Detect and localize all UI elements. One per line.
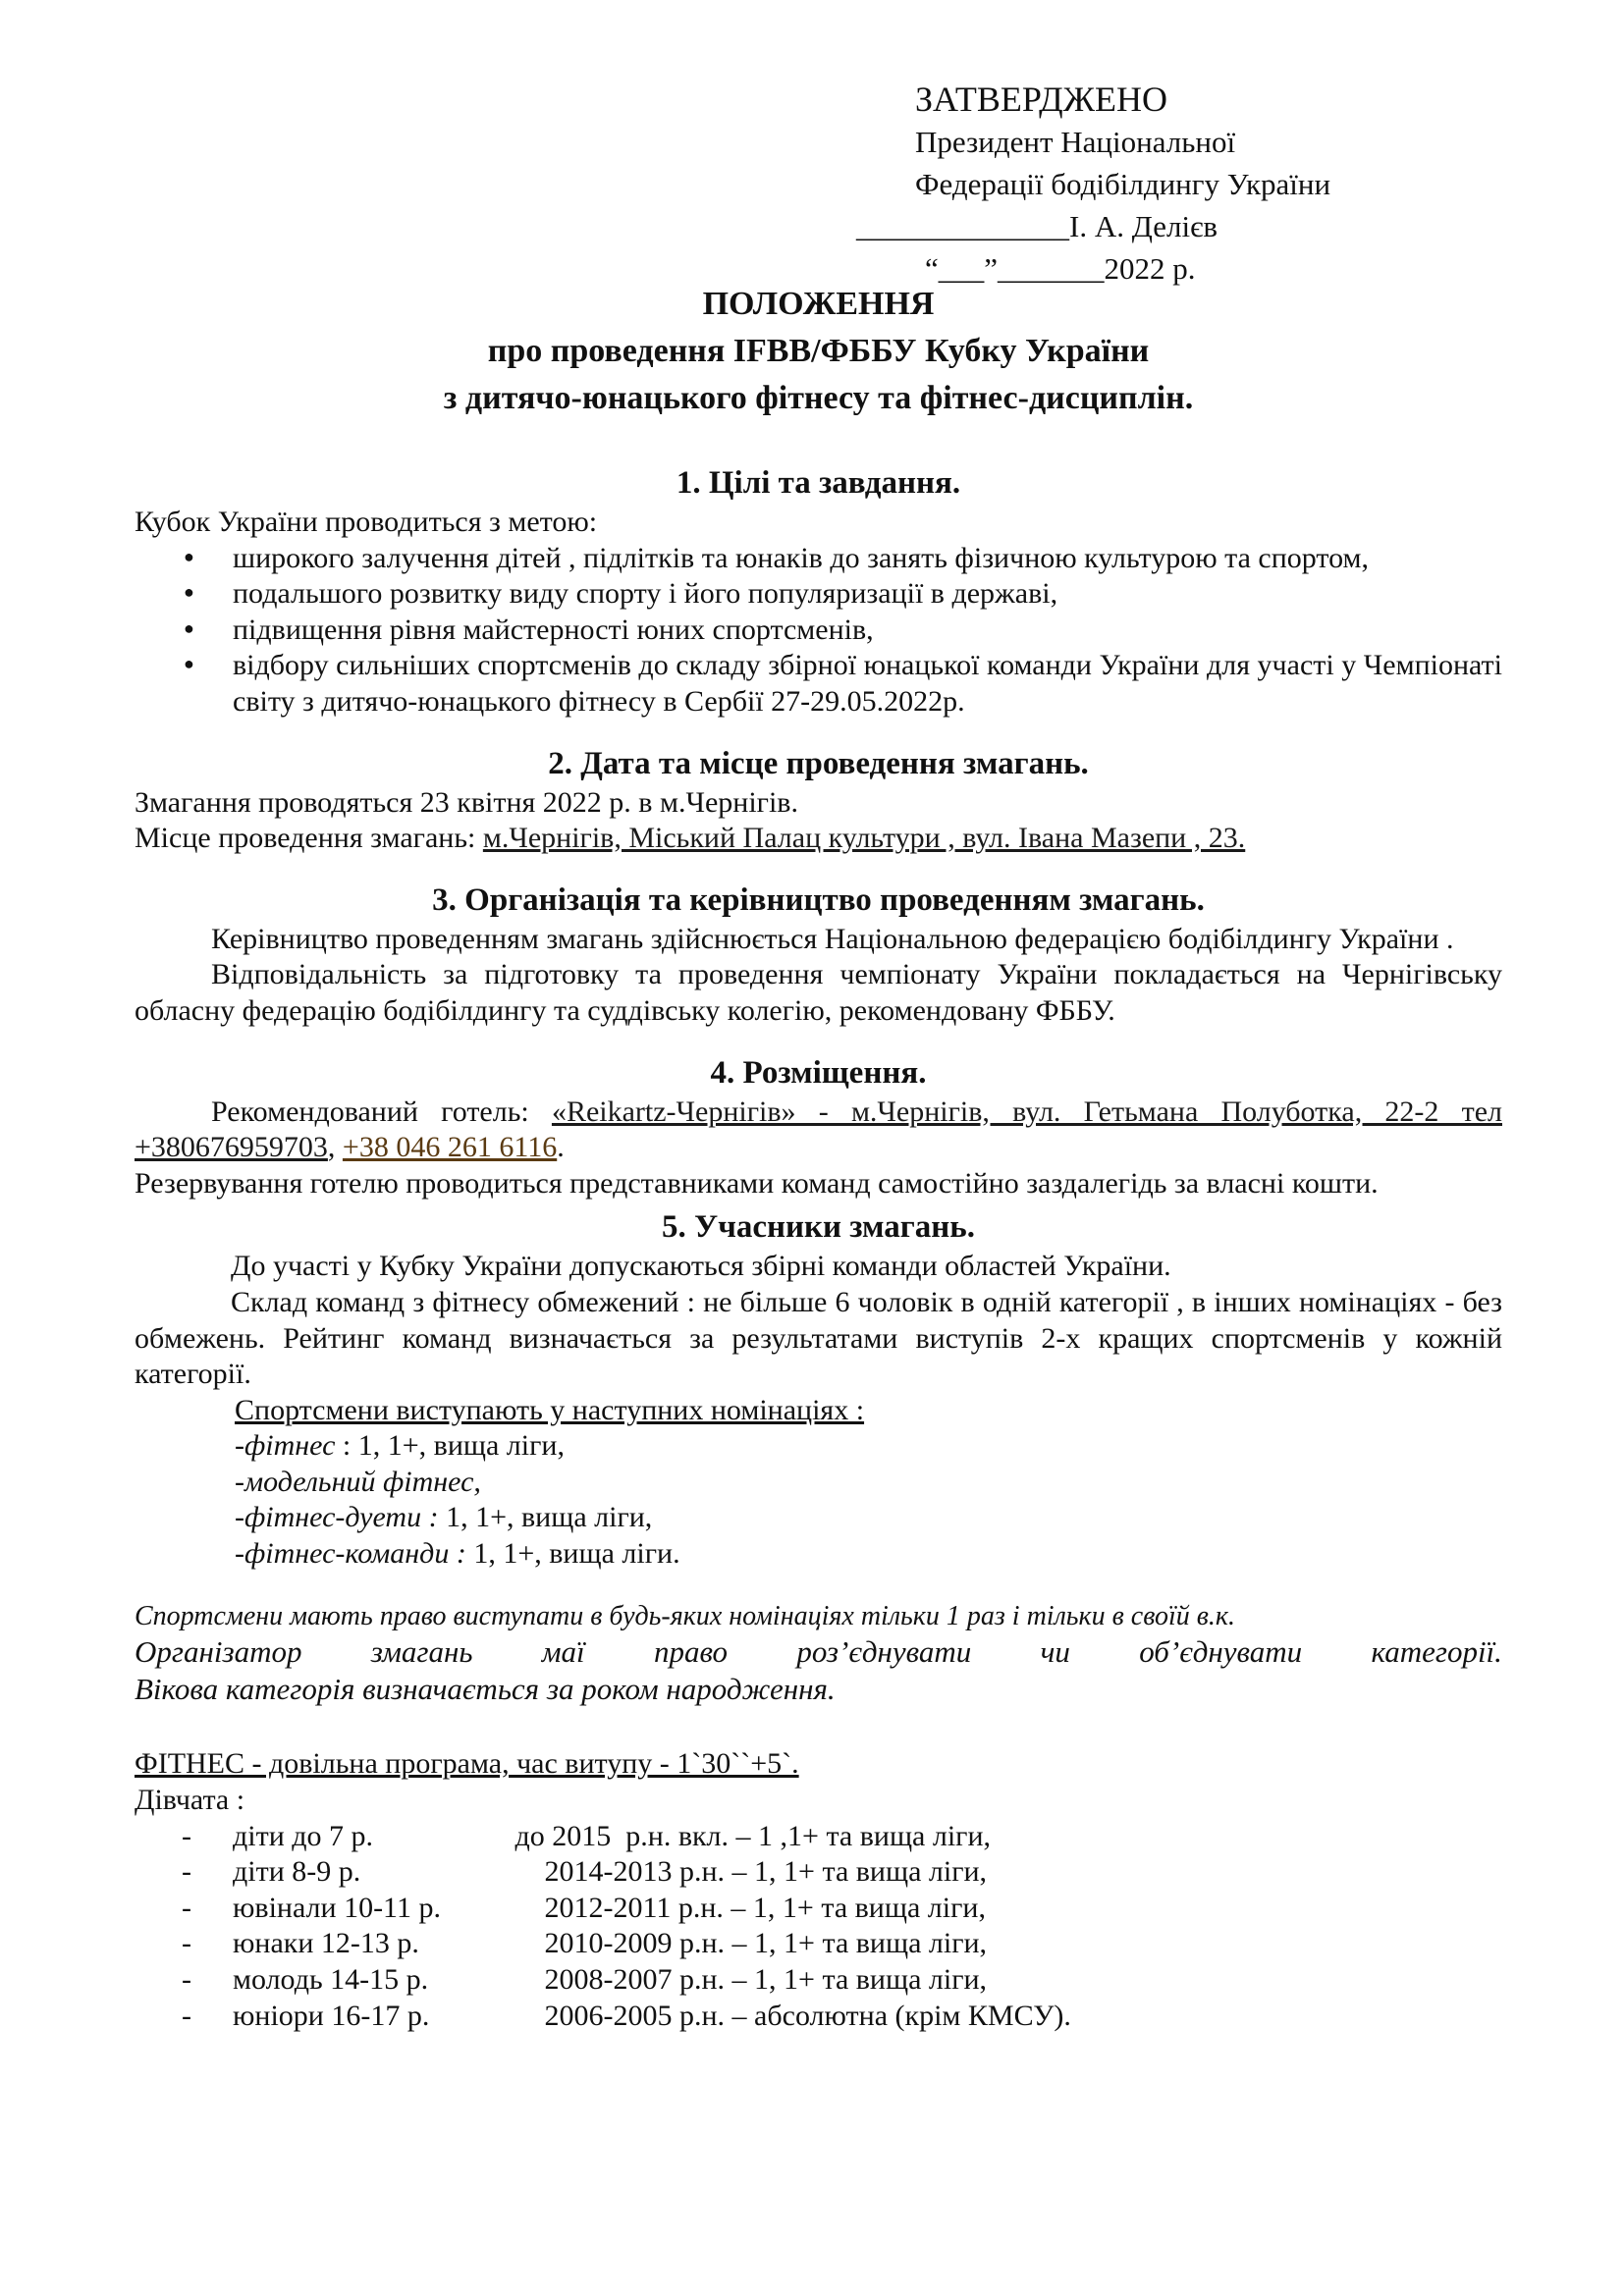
girls-label: Дівчата : — [135, 1784, 245, 1817]
approval-signature: ______________І. А. Делієв — [856, 209, 1218, 243]
age-name: молодь 14-15 р. — [233, 1963, 429, 1996]
note-word: право — [653, 1633, 729, 1669]
approval-line-1: Президент Національної — [915, 125, 1236, 159]
note-word: категорії. — [1371, 1633, 1502, 1669]
age-years: 2014-2013 р.н. – 1, 1+ та вища ліги, — [493, 1855, 988, 1889]
title-line-1: ПОЛОЖЕННЯ — [702, 286, 935, 322]
section-3-paragraph-2: Відповідальність за підготовку та проведення чемпіонату України покладається на Чернігівську обласну федерацію бодібілдингу та суддівську колегію, рекомендовану ФББУ. — [135, 958, 1502, 1027]
dash: - — [182, 1819, 191, 1852]
age-years: 2006-2005 р.н. – абсолютна (крім КМСУ). — [493, 1999, 1071, 2032]
place-label: Місце проведення змагань: — [135, 822, 483, 855]
nomination-leagues: 1, 1+, вища ліги, — [438, 1501, 653, 1534]
title-line-3: з дитячо-юнацького фітнесу та фітнес-дисциплін. — [443, 380, 1194, 416]
section-5-paragraph-1: До участі у Кубку України допускаються збірні команди областей України. — [231, 1250, 1171, 1283]
section-4-heading: 4. Розміщення. — [710, 1054, 927, 1091]
list-item — [135, 1854, 1502, 1891]
age-years: 2008-2007 р.н. – 1, 1+ та вища ліги, — [493, 1963, 988, 1996]
section-1-intro: Кубок України проводиться з метою: — [135, 506, 598, 538]
hotel-period: . — [557, 1131, 565, 1164]
dash: - — [182, 1891, 191, 1924]
nomination-name: -фітнес-команди : — [235, 1537, 466, 1571]
nomination-item — [235, 1536, 1502, 1573]
list-item: ● підвищення рівня майстерності юних спортсменів, — [233, 613, 1502, 649]
approval-heading: ЗАТВЕРДЖЕНО — [915, 80, 1167, 119]
dash: - — [182, 1999, 191, 2032]
age-category-list — [135, 1819, 1502, 2035]
list-item — [135, 1819, 1502, 1855]
list-item: ● широкого залучення дітей , підлітків та юнаків до занять фізичною культурою та спортом, — [233, 541, 1502, 577]
document-body — [135, 461, 1502, 2034]
note-word: об’єднувати — [1139, 1633, 1303, 1669]
approval-date: “___”_______2022 р. — [925, 251, 1196, 286]
list-item: ● подальшого розвитку виду спорту і його популяризації в державі, — [233, 576, 1502, 613]
title-line-2: про проведення IFBB/ФББУ Кубку України — [487, 333, 1150, 369]
section-2-date-line: Змагання проводяться 23 квітня 2022 р. в м.Чернігів. — [135, 785, 798, 819]
age-name: діти 8-9 р. — [233, 1855, 361, 1889]
hotel-phone-link[interactable]: +38 046 261 6116 — [342, 1131, 558, 1164]
section-5-heading: 5. Учасники змагань. — [661, 1209, 976, 1246]
nomination-name: -фітнес-дуети : — [235, 1501, 439, 1534]
dash: - — [182, 1855, 191, 1889]
note-3: Вікова категорія визначається за роком народження. — [135, 1671, 836, 1706]
note-word: змагань — [370, 1633, 473, 1669]
age-years: 2010-2009 р.н. – 1, 1+ та вища ліги, — [493, 1927, 988, 1960]
dash: - — [182, 1963, 191, 1996]
age-years: до 2015 р.н. вкл. – 1 ,1+ та вища ліги, — [493, 1819, 992, 1852]
note-word: Організатор — [135, 1633, 302, 1669]
nomination-leagues: 1, 1+, вища ліги. — [465, 1537, 680, 1571]
list-item — [135, 1926, 1502, 1962]
list-item — [135, 1962, 1502, 1999]
hotel-link[interactable]: «Reikartz-Чернігів» - м.Чернігів, вул. Гетьмана Полуботка, 22-2 тел +380676959703 — [135, 1095, 1502, 1164]
age-years: 2012-2011 р.н. – 1, 1+ та вища ліги, — [493, 1891, 986, 1924]
age-name: діти до 7 р. — [233, 1819, 374, 1852]
document-title — [135, 281, 1502, 422]
section-3-paragraph-1: Керівництво проведенням змагань здійснюється Національною федерацією бодібілдингу України . — [211, 922, 1454, 955]
note-1: Спортсмени мають право виступати в будь-яких номінаціях тільки 1 раз і тільки в своїй в.к. — [135, 1600, 1236, 1631]
age-name: юніори 16-17 р. — [233, 1999, 430, 2032]
section-2-place-line — [135, 821, 1502, 857]
age-name: ювінали 10-11 р. — [233, 1891, 441, 1924]
section-1-heading: 1. Цілі та завдання. — [676, 465, 961, 501]
hotel-separator: , — [327, 1131, 343, 1164]
nomination-item — [235, 1428, 1502, 1465]
note-word: чи — [1040, 1633, 1070, 1669]
list-item: ● відбору сильніших спортсменів до складу збірної юнацької команди України для участі у Чемпіонаті світу з дитячо-юнацького фітнесу в Сербії 27-29.05.2022р. — [233, 648, 1502, 720]
list-item — [135, 1891, 1502, 1927]
note-2 — [135, 1633, 1502, 1671]
section-2-heading: 2. Дата та місце проведення змагань. — [548, 745, 1089, 781]
place-link[interactable]: м.Чернігів, Міський Палац культури , вул. Івана Мазепи , 23. — [482, 822, 1246, 855]
age-name: юнаки 12-13 р. — [233, 1927, 419, 1960]
nominations-block — [135, 1393, 1502, 1573]
approval-line-2: Федерації бодібілдингу України — [915, 167, 1331, 201]
goals-list — [135, 541, 1502, 721]
nomination-leagues: : 1, 1+, вища ліги, — [335, 1429, 565, 1463]
hotel-label: Рекомендований готель: — [211, 1095, 552, 1128]
nominations-heading: Спортсмени виступають у наступних номінаціях : — [235, 1393, 865, 1426]
nomination-name: -модельний фітнес, — [235, 1465, 481, 1498]
note-word: роз’єднувати — [796, 1633, 972, 1669]
section-3-heading: 3. Організація та керівництво проведенням змагань. — [432, 881, 1205, 918]
nomination-name: -фітнес — [235, 1429, 336, 1463]
note-word: маї — [541, 1633, 585, 1669]
dash: - — [182, 1927, 191, 1960]
list-item — [135, 1999, 1502, 2035]
approval-block — [856, 79, 1504, 290]
fitness-heading: ФІТНЕС - довільна програма, час витупу - 1`30``+5`. — [135, 1747, 799, 1781]
nomination-item — [235, 1465, 1502, 1501]
section-4-hotel-line — [135, 1095, 1502, 1166]
section-4-paragraph-2: Резервування готелю проводиться представниками команд самостійно заздалегідь за власні кошти. — [135, 1166, 1379, 1200]
nomination-item — [235, 1500, 1502, 1536]
section-5-paragraph-2: Склад команд з фітнесу обмежений : не більше 6 чоловік в одній категорії , в інших номінаціях - без обмежень. Рейтинг команд визначається за результатами виступів 2-х кращих спортсменів у кожній категорії. — [135, 1285, 1502, 1391]
